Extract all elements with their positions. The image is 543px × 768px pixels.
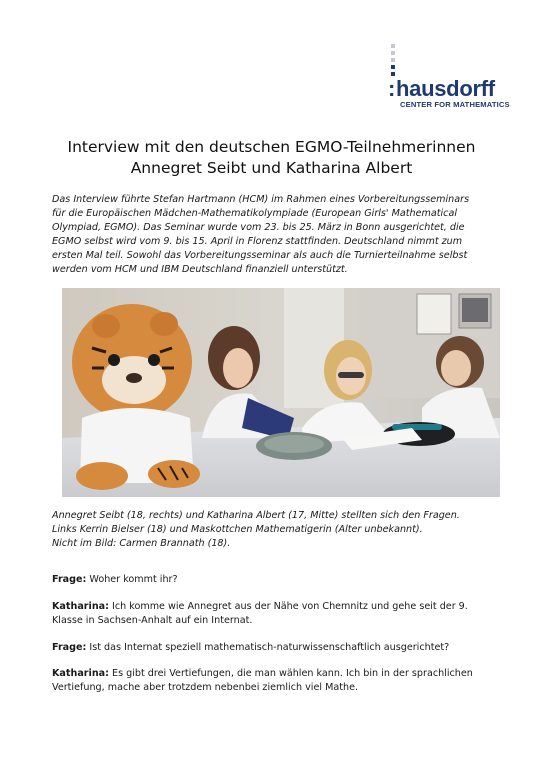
intro-line: für die Europäischen Mädchen-Mathematikolympiade (European Girls' Mathematical (52, 208, 457, 219)
interview-text: Ist das Internat speziell mathematisch-naturwissenschaftlich ausgerichtet? (89, 642, 450, 653)
logo-name: hausdorff (396, 76, 495, 101)
interview-photo (62, 288, 500, 497)
logo-wordmark: :hausdorff (388, 76, 495, 101)
interview-answer (52, 667, 507, 695)
intro-line: werden vom HCM und IBM Deutschland finanziell unterstützt. (52, 264, 348, 275)
interview-text: Vertiefung, mache aber trotzdem nebenbei ziemlich viel Mathe. (52, 682, 359, 693)
logo-subtitle: CENTER FOR MATHEMATICS (400, 100, 510, 109)
hausdorff-logo (386, 44, 526, 108)
speaker-label: Frage: (52, 574, 87, 585)
interview-answer (52, 600, 507, 628)
interview-text: Ich komme wie Annegret aus der Nähe von Chemnitz und gehe seit der 9. (112, 601, 468, 612)
interview-question (52, 641, 507, 655)
caption-line: Links Kerrin Bielser (18) und Maskottchen Mathematigerin (Alter unbekannt). (52, 524, 423, 535)
speaker-label: Katharina: (52, 601, 109, 612)
interview-text: Klasse in Sachsen-Anhalt auf ein Internat. (52, 615, 253, 626)
page-title-line-2: Annegret Seibt und Katharina Albert (130, 159, 413, 177)
caption-line: Annegret Seibt (18, rechts) und Katharina Albert (17, Mitte) stellten sich den Fragen. (52, 510, 460, 521)
interview-text: Es gibt drei Vertiefungen, die man wählen kann. Ich bin in der sprachlichen (112, 668, 473, 679)
intro-line: Das Interview führte Stefan Hartmann (HCM) im Rahmen eines Vorbereitungsseminars (52, 194, 470, 205)
speaker-label: Katharina: (52, 668, 109, 679)
page-title-line-1: Interview mit den deutschen EGMO-Teilnehmerinnen (67, 138, 476, 156)
intro-line: EGMO selbst wird vom 9. bis 15. April in Florenz stattfinden. Deutschland nimmt zum (52, 236, 463, 247)
interview-text: Woher kommt ihr? (89, 574, 178, 585)
speaker-label: Frage: (52, 642, 87, 653)
interview-question (52, 573, 507, 587)
intro-line: ersten Mal teil. Sowohl das Vorbereitungsseminar als auch die Turnierteilnahme selbst (52, 250, 468, 261)
logo-dots-icon (391, 44, 395, 79)
intro-line: Olympiad, EGMO). Das Seminar wurde vom 23. bis 25. März in Bonn ausgerichtet, die (52, 222, 465, 233)
intro-paragraph (52, 193, 502, 277)
caption-line: Nicht im Bild: Carmen Brannath (18). (52, 538, 231, 549)
photo-caption (52, 509, 502, 551)
